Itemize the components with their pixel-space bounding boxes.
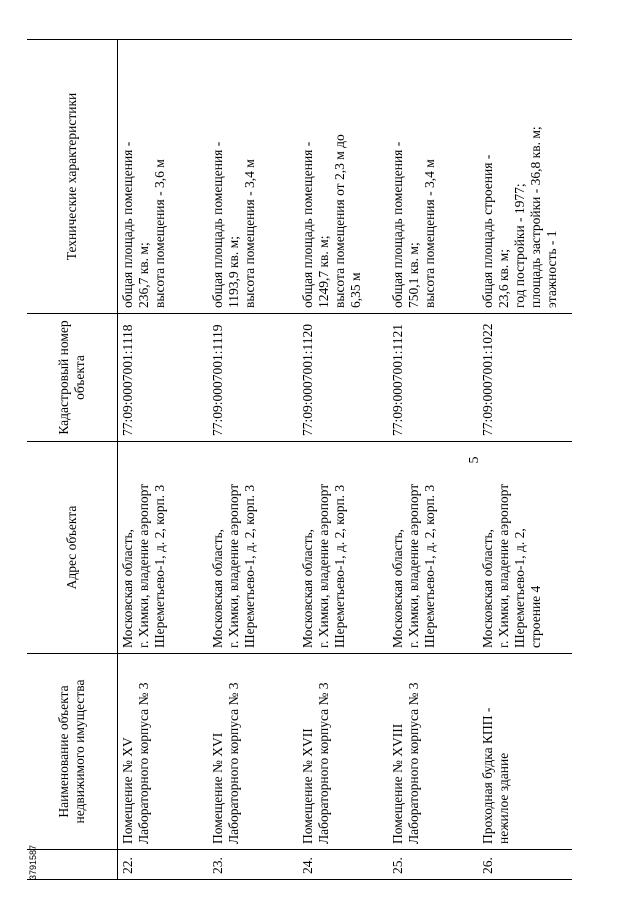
rotated-page-content [27, 40, 587, 880]
row-number: 26. [478, 850, 572, 880]
spec-line: высота помещения - 3,4 м [422, 159, 437, 308]
technical-specs [478, 40, 572, 314]
address-line: Шереметьево-1, д. 2, корп. 3 [242, 484, 257, 648]
spec-line: площадь застройки - 36,8 кв. м; [528, 126, 543, 308]
header-cadastral: Кадастровый номер объекта [27, 314, 118, 442]
address-line: Шереметьево-1, д. 2, [512, 528, 527, 648]
table-row [118, 40, 209, 880]
row-number: 22. [118, 850, 209, 880]
object-address [208, 442, 298, 654]
address-line: г. Химки, владение аэропорт [496, 483, 511, 648]
header-specs: Технические характеристики [27, 40, 118, 314]
spec-line: этажность - 1 [544, 230, 559, 308]
address-line: Московская область, [120, 528, 135, 648]
address-line: г. Химки, владение аэропорт [136, 483, 151, 648]
header-number [27, 850, 118, 880]
spec-line: 750,1 кв. м; [406, 242, 421, 308]
header-address: Адрес объекта [27, 442, 118, 654]
address-line: Московская область, [480, 528, 495, 648]
address-line: Шереметьево-1, д. 2, корп. 3 [152, 484, 167, 648]
technical-specs [208, 40, 298, 314]
spec-line: высота помещения от 2,3 м до [332, 134, 347, 308]
spec-line: высота помещения - 3,6 м [152, 159, 167, 308]
spec-line: высота помещения - 3,4 м [242, 159, 257, 308]
technical-specs [118, 40, 209, 314]
header-name: Наименование объекта недвижимого имущества [27, 654, 118, 850]
spec-line: общая площадь помещения - [390, 141, 405, 308]
address-line: г. Химки, владение аэропорт [226, 483, 241, 648]
cadastral-number: 77:09:0007001:1119 [208, 314, 298, 442]
spec-line: общая площадь помещения - [210, 141, 225, 308]
spec-line: 23,6 кв. м; [496, 249, 511, 308]
object-address [298, 442, 388, 654]
address-line: Московская область, [210, 528, 225, 648]
address-line: Шереметьево-1, д. 2, корп. 3 [332, 484, 347, 648]
object-name: Помещение № XVI Лабораторного корпуса № 3 [208, 654, 298, 850]
row-number: 25. [388, 850, 478, 880]
address-line: г. Химки, владение аэропорт [316, 483, 331, 648]
object-name: Проходная будка КПП - нежилое здание [478, 654, 572, 850]
spec-line: общая площадь помещения - [300, 141, 315, 308]
spec-line: 1249,7 кв. м; [316, 235, 331, 308]
spec-line: год постройки - 1977; [512, 183, 527, 308]
table-row [298, 40, 388, 880]
page-number: 5 [467, 456, 482, 464]
address-line: г. Химки, владение аэропорт [406, 483, 421, 648]
cadastral-number: 77:09:0007001:1121 [388, 314, 478, 442]
address-line: Московская область, [300, 528, 315, 648]
address-line: Московская область, [390, 528, 405, 648]
object-address [388, 442, 478, 654]
table-header-row [27, 40, 118, 880]
spec-line: 6,35 м [348, 272, 363, 308]
row-number: 24. [298, 850, 388, 880]
object-name: Помещение № XV Лабораторного корпуса № 3 [118, 654, 209, 850]
address-line: Шереметьево-1, д. 2, корп. 3 [422, 484, 437, 648]
cadastral-number: 77:09:0007001:1022 [478, 314, 572, 442]
spec-line: 236,7 кв. м; [136, 242, 151, 308]
address-line: строение 4 [528, 585, 543, 648]
table-row [208, 40, 298, 880]
spec-line: 1193,9 кв. м; [226, 236, 241, 308]
cadastral-number: 77:09:0007001:1118 [118, 314, 209, 442]
document-code: 3791587 [28, 844, 38, 880]
technical-specs [298, 40, 388, 314]
table-row [388, 40, 478, 880]
property-table [27, 39, 572, 880]
object-address [118, 442, 209, 654]
cadastral-number: 77:09:0007001:1120 [298, 314, 388, 442]
table-row [478, 40, 572, 880]
object-name: Помещение № XVIII Лабораторного корпуса № 3 [388, 654, 478, 850]
spec-line: общая площадь строения - [480, 154, 495, 308]
object-name: Помещение № XVII Лабораторного корпуса № 3 [298, 654, 388, 850]
row-number: 23. [208, 850, 298, 880]
object-address [478, 442, 572, 654]
spec-line: общая площадь помещения - [120, 141, 135, 308]
technical-specs [388, 40, 478, 314]
